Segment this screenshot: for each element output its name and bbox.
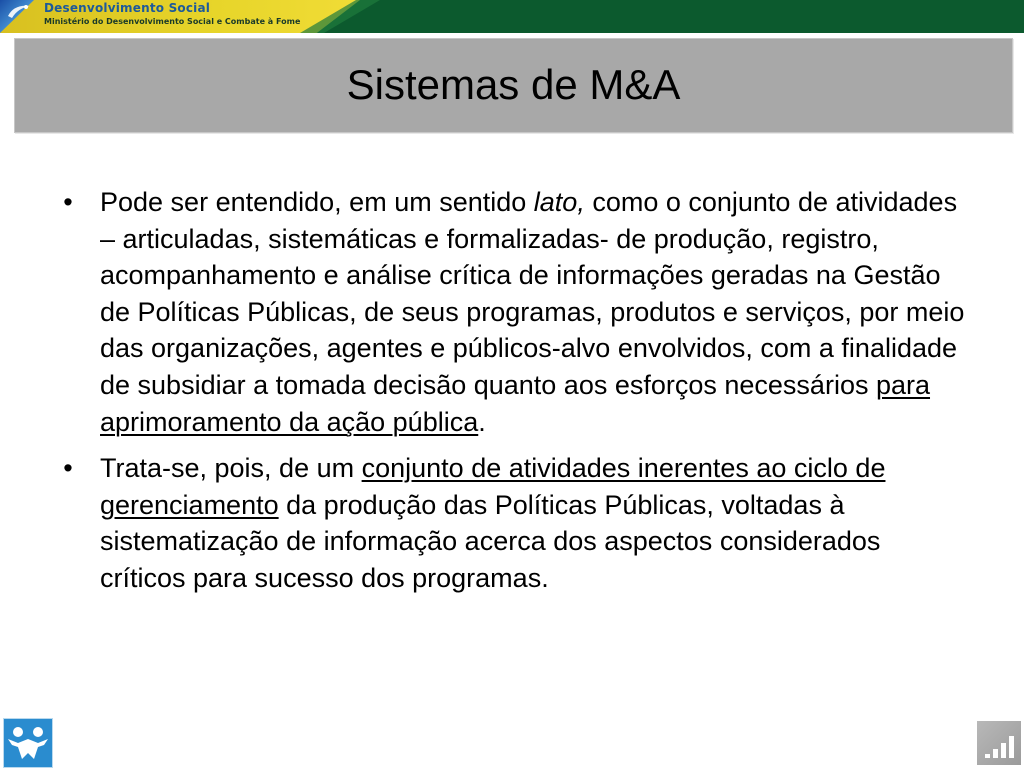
bullet-text: da produção das Políticas Públicas, voltadas à sistematização de informação acerca dos aspectos considerados críticos para sucesso dos programas. (100, 489, 881, 593)
ministry-logo-icon (6, 2, 32, 20)
bullet-dot: • (63, 187, 73, 217)
bar-chart-icon[interactable] (977, 721, 1021, 765)
bullet-text: Pode ser entendido, em um sentido (100, 187, 534, 217)
bullet-italic-text: lato, (533, 187, 585, 217)
bullet-underlined-text: conjunto de atividades inerentes ao ciclo de gerenciamento (100, 453, 886, 520)
bullet-item-activities (58, 450, 968, 596)
slide-title-bar (14, 38, 1013, 133)
slide-title: Sistemas de M&A (346, 61, 681, 108)
bullet-text: . (478, 406, 486, 437)
banner-subtitle: Ministério do Desenvolvimento Social e Combate à Fome (44, 17, 301, 26)
people-logo-icon (3, 718, 53, 768)
top-banner (0, 0, 1024, 33)
bullet-underlined-text: para aprimoramento da ação pública (100, 369, 931, 437)
bullet-dot: • (63, 453, 73, 484)
banner-title: Desenvolvimento Social (44, 1, 211, 15)
bullet-text: Trata-se, pois, de um (100, 453, 362, 484)
bullet-item-definition (58, 184, 968, 440)
slide-content (58, 184, 968, 607)
bullet-text: como o conjunto de atividades – articuladas, sistemáticas e formalizadas- de produção, registro, acompanhamento e análise crítica de informações geradas na Gestão de Políticas Públicas, de seus programas, produtos e serviços, por meio das organizações, agentes e públicos-alvo envolvidos, com a finalidade de subsidiar a tomada decisão quanto aos esforços necessários (100, 187, 965, 400)
bullet-list (58, 184, 968, 597)
